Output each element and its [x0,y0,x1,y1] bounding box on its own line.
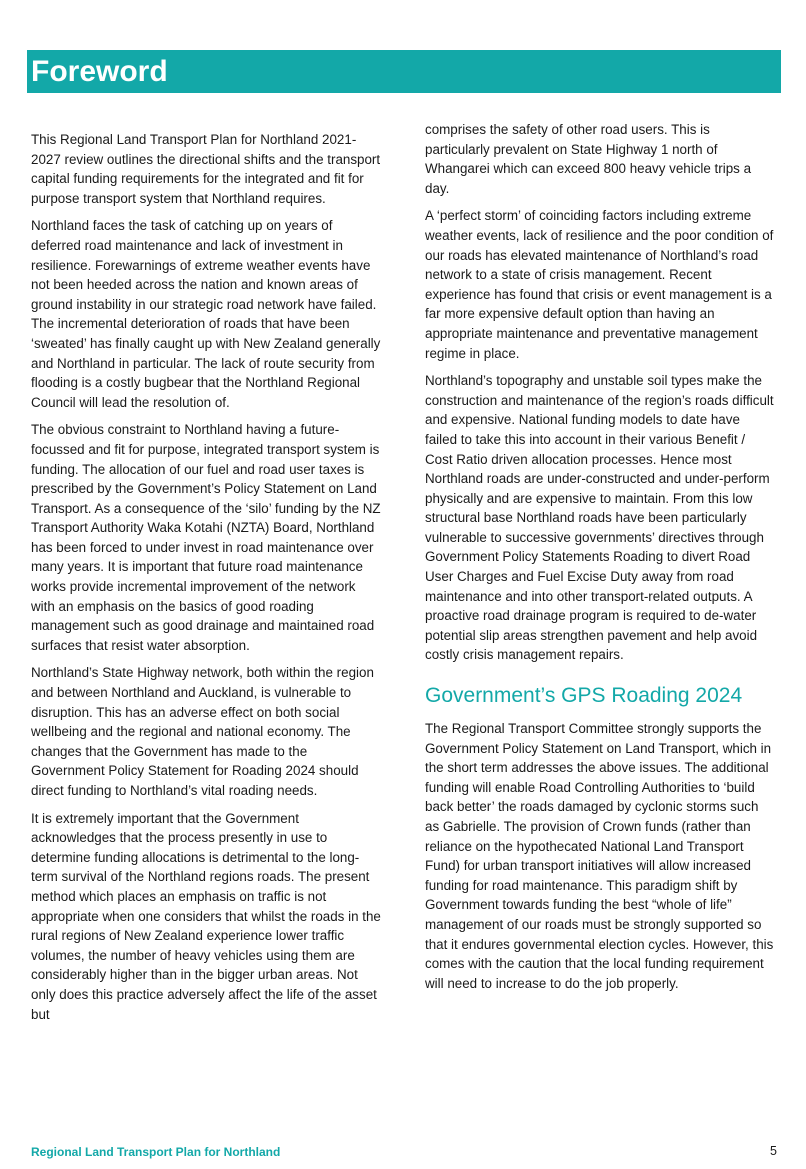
paragraph: Northland’s State Highway network, both within the region and between Northland and Auckland, is vulnerable to disruption. This has an adverse effect on both social wellbeing and the regional and national economy. The changes that the Government has made to the Government Policy Statement for Roading 2024 should direct funding to Northland’s vital roading needs. [31,665,374,798]
section-heading: Government’s GPS Roading 2024 [425,684,743,708]
right-column [425,120,775,1001]
footer-document-title: Regional Land Transport Plan for Northland [31,1145,281,1159]
page-title: Foreword [31,55,168,88]
left-column [31,130,381,1032]
paragraph: This Regional Land Transport Plan for Northland 2021-2027 review outlines the directional shifts and the transport capital funding requirements for the integrated and fit for purpose transport system that Northland requires. [31,132,381,206]
title-banner [27,50,781,93]
page-number: 5 [770,1144,777,1158]
paragraph: Northland faces the task of catching up on years of deferred road maintenance and lack of investment in resilience. Forewarnings of extreme weather events have not been heeded across the nation and known areas of ground instability in our strategic road network have failed. The incremental deterioration of roads that have been ‘sweated’ has finally caught up with New Zealand generally and Northland in particular. The lack of route security from flooding is a costly bugbear that the Northland Regional Council will lead the resolution of. [31,218,381,410]
paragraph: comprises the safety of other road users. This is particularly prevalent on State Highway 1 north of Whangarei which can exceed 800 heavy vehicle trips a day. [425,122,752,196]
paragraph: The Regional Transport Committee strongly supports the Government Policy Statement on Land Transport, which in the short term addresses the above issues. The additional funding will enable Road Controlling Authorities to ‘build back better’ the roads damaged by cyclonic storms such as Gabrielle. The provision of Crown funds (rather than reliance on the hypothecated National Land Transport Fund) for urban transport initiatives will allow increased funding for road maintenance. This paradigm shift by Government towards funding the best “whole of life” management of our roads must be strongly supported so that it endures governmental election cycles. However, this comes with the caution that the local funding requirement will need to increase to do the job properly. [425,721,774,991]
paragraph: The obvious constraint to Northland having a future-focussed and fit for purpose, integrated transport system is funding. The allocation of our fuel and road user taxes is prescribed by the Government’s Policy Statement on Land Transport. As a consequence of the ‘silo’ funding by the NZ Transport Authority Waka Kotahi (NZTA) Board, Northland has been forced to under invest in road maintenance over many years. It is important that future road maintenance works provide incremental improvement of the network with an emphasis on the basics of good roading management such as good drainage and maintained road surfaces that resist water absorption. [31,422,381,653]
paragraph: It is extremely important that the Government acknowledges that the process presently in use to determine funding allocations is detrimental to the long-term survival of the Northland regions roads. The present method which places an emphasis on traffic is not appropriate when one considers that whilst the roads in the rural regions of New Zealand experience lower traffic volumes, the number of heavy vehicles using them are considerably higher than in the bigger urban areas. Not only does this practice adversely affect the life of the asset but [31,810,381,1022]
paragraph: Northland’s topography and unstable soil types make the construction and maintenance of the region’s roads difficult and expensive. National funding models to date have failed to take this into account in their various Benefit / Cost Ratio driven allocation processes. Hence most Northland roads are under-constructed and under-perform physically and are expensive to maintain. From this low structural base Northland roads have been particularly vulnerable to successive governments’ directives through Government Policy Statements Roading to divert Road User Charges and Fuel Excise Duty away from road maintenance and into other transport-related outputs. A proactive road drainage program is required to de-water potential slip areas strengthen pavement and help avoid costly crisis management repairs. [425,373,774,663]
paragraph: A ‘perfect storm’ of coinciding factors including extreme weather events, lack of resilience and the poor condition of our roads has elevated maintenance of Northland’s road network to a state of crisis management. Recent experience has found that crisis or event management is a far more expensive default option than having an appropriate maintenance and preventative management regime in place. [425,208,774,361]
